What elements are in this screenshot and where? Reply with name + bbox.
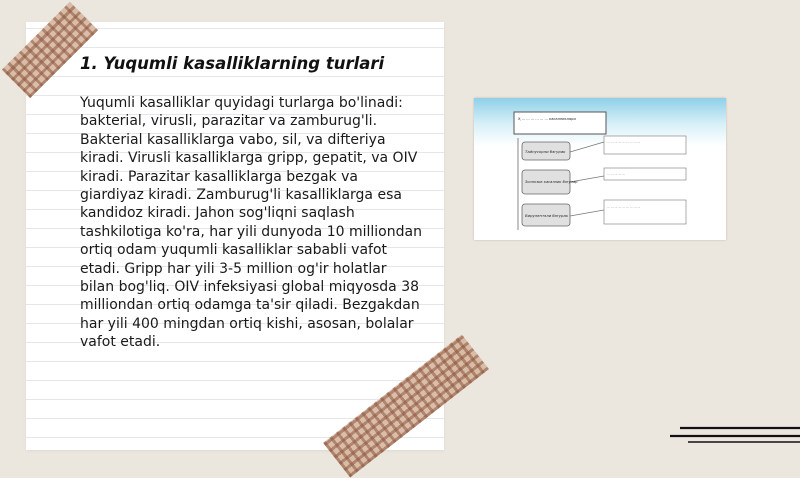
decorative-lines [670,420,800,450]
diagram-top-box-label: Ҳ ... ... ... ... ... ... касалликлари [518,117,576,121]
diagram-box-1-label: Тайпусорли бэгурак [525,149,566,154]
slide-body-text: Yuqumli kasalliklar quyidagi turlarga bo'linadi: bakterial, virusli, parazitar va zamburug'li. Bakterial kasalliklarga vabo, sil, va difteriya kiradi. Virusli kasalliklarga gripp, gepatit, va OIV kiradi. Parazitar kasalliklarga bezgak va giardiyaz kiradi. Zamburug'li kasalliklarga esa kandidoz kiradi. Jahon sog'liqni saqlash tashkilotiga ko'ra, har yili dunyoda 10 milliondan ortiq odam yuqumli kasalliklar sababli vafot etadi. Gripp har yili 3-5 million og'ir holatlar bilan bog'liq. OIV infeksiyasi global miqyosda 38 milliondan ortiq odamga ta'sir qiladi. Bezgakdan har yili 400 mingdan ortiq kishi, asosan, bolalar vafot etadi. [80,95,422,351]
diagram-desc-1-text: ... ... ... ... ... ... ... ... ... [607,140,641,144]
classification-diagram-image [474,98,726,240]
diagram-box-2-label: Зоонозик касаллик бэгулар [525,180,578,184]
diagram-desc-box-1 [604,136,686,154]
diagram-box-3-label: Вирулентэли бэгурак [525,213,569,218]
slide-title: 1. Yuqumli kasalliklarning turlari [80,54,385,73]
diagram-svg [474,98,726,240]
diagram-desc-3-text: ... ... ... ... ... ... ... ... ... [607,205,641,209]
diagram-top-box [514,112,606,134]
diagram-desc-2-text: ... ... ... ... ... [607,172,626,176]
diagram-desc-box-3 [604,200,686,224]
